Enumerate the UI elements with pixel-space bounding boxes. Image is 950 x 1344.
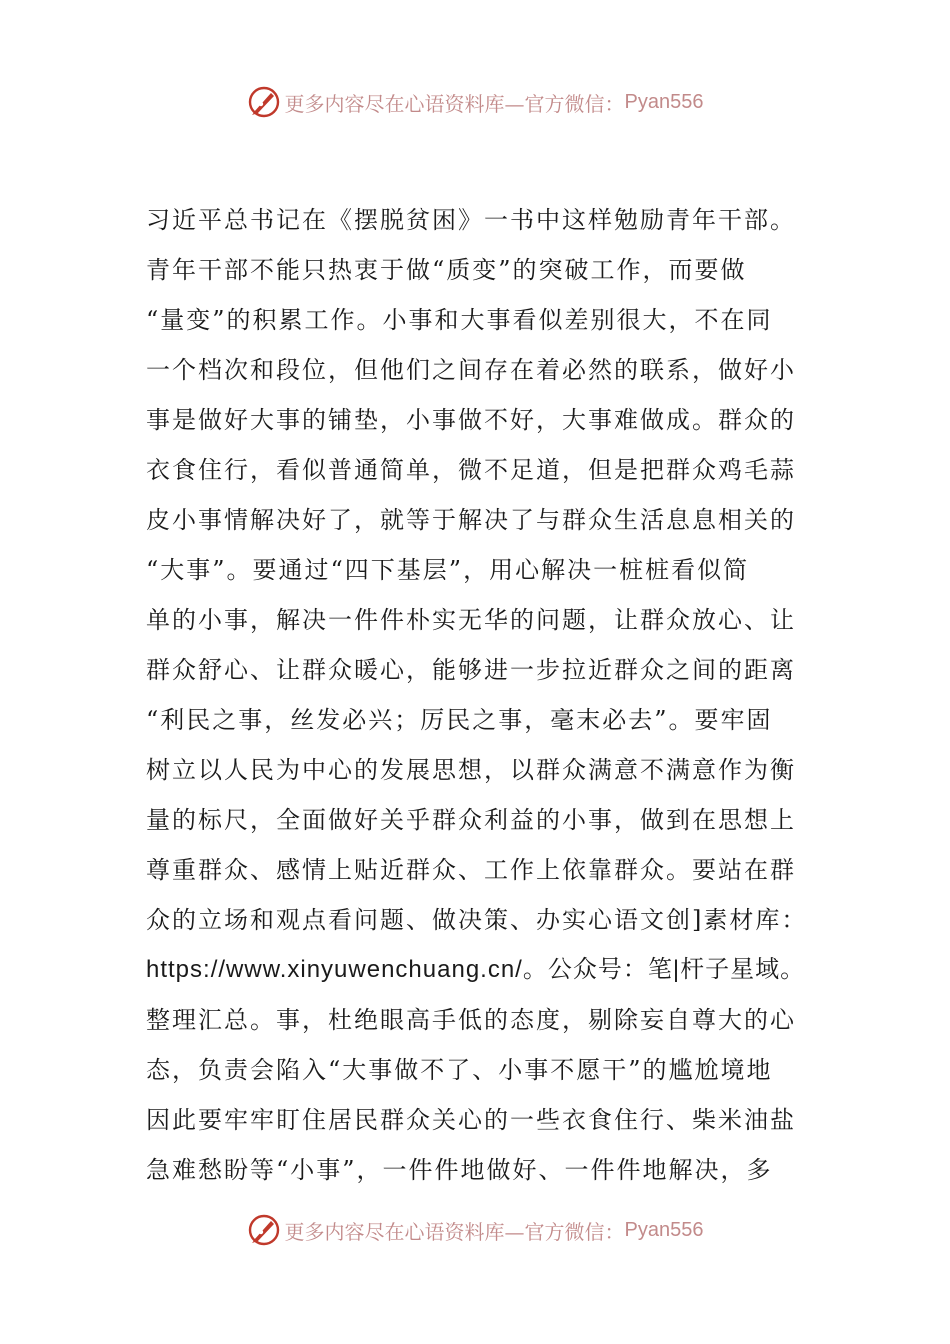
body-line: 态，负责会陷入“大事做不了、小事不愿干”的尴尬境地 <box>146 1056 773 1084</box>
body-line: 众的立场和观点看问题、做决策、办实心语文创]素材库： <box>146 906 808 934</box>
footer-banner-text: 更多内容尽在心语资料库—官方微信： <box>284 1219 625 1244</box>
pen-logo-icon <box>247 85 281 119</box>
header-wechat-id: Pyan556 <box>624 90 704 113</box>
body-line: “量变”的积累工作。小事和大事看似差别很大，不在同 <box>146 306 773 334</box>
body-line: 整理汇总。事，杜绝眼高手低的态度，剔除妄自尊大的心 <box>146 1006 796 1034</box>
body-line: 衣食住行，看似普通简单，微不足道，但是把群众鸡毛蒜 <box>146 456 796 484</box>
body-line: 单的小事，解决一件件朴实无华的问题，让群众放心、让 <box>146 606 796 634</box>
body-line: 树立以人民为中心的发展思想，以群众满意不满意作为衡 <box>146 756 796 784</box>
footer-banner <box>0 1208 950 1252</box>
body-line: 急难愁盼等“小事”，一件件地做好、一件件地解决，多 <box>146 1156 773 1184</box>
body-line: 群众舒心、让群众暖心，能够进一步拉近群众之间的距离 <box>146 656 796 684</box>
body-line: 皮小事情解决好了，就等于解决了与群众生活息息相关的 <box>146 506 796 534</box>
body-line: “利民之事，丝发必兴；厉民之事，毫末必去”。要牢固 <box>146 706 773 734</box>
body-line: 因此要牢牢盯住居民群众关心的一些衣食住行、柴米油盐 <box>146 1106 796 1134</box>
body-line: 一个档次和段位，但他们之间存在着必然的联系，做好小 <box>146 356 796 384</box>
body-line: “大事”。要通过“四下基层”，用心解决一桩桩看似简 <box>146 556 750 584</box>
body-line: 习近平总书记在《摆脱贫困》一书中这样勉励青年干部。 <box>146 206 796 234</box>
body-line: 青年干部不能只热衷于做“质变”的突破工作，而要做 <box>146 256 747 284</box>
body-line: 事是做好大事的铺垫，小事做不好，大事难做成。群众的 <box>146 406 796 434</box>
body-line: 量的标尺，全面做好关乎群众利益的小事，做到在思想上 <box>146 806 796 834</box>
body-line: 尊重群众、感情上贴近群众、工作上依靠群众。要站在群 <box>146 856 796 884</box>
body-line-url: https://www.xinyuwenchuang.cn/。公众号：笔|杆子星域。 <box>146 956 806 983</box>
article-body <box>146 195 806 1195</box>
pen-logo-icon <box>247 1213 281 1247</box>
footer-wechat-id: Pyan556 <box>624 1218 704 1241</box>
header-banner <box>0 80 950 124</box>
header-banner-text: 更多内容尽在心语资料库—官方微信： <box>284 91 625 116</box>
